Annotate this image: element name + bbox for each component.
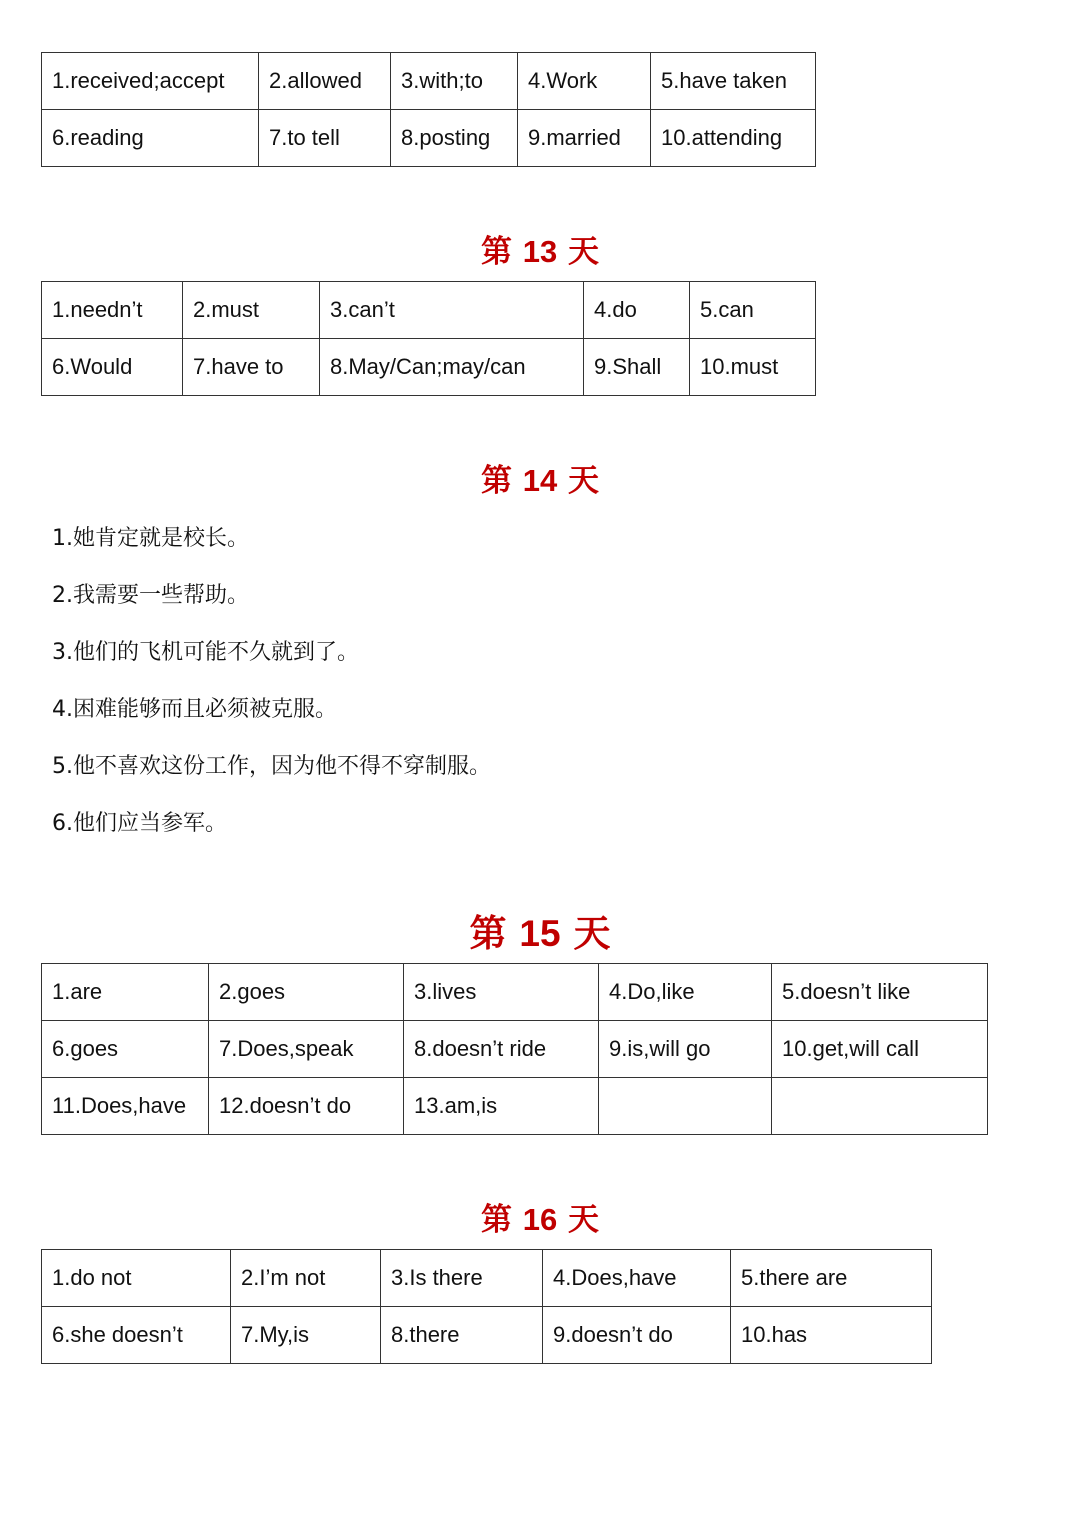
heading-prefix: 第 <box>469 912 507 955</box>
list-item: 2.我需要一些帮助。 <box>52 583 249 608</box>
answer-cell: 9.is,will go <box>599 1021 772 1078</box>
list-item: 1.她肯定就是校长。 <box>52 526 249 551</box>
heading-number: 13 <box>522 234 558 269</box>
answer-cell: 6.goes <box>42 1021 209 1078</box>
answer-cell: 10.get,will call <box>772 1021 988 1078</box>
table-row <box>42 1021 988 1078</box>
day13-answer-table <box>41 281 816 396</box>
answer-cell: 5.doesn’t like <box>772 964 988 1021</box>
day14-answer-list <box>52 510 491 852</box>
answer-cell: 2.allowed <box>259 53 391 110</box>
day16-heading <box>0 1200 1080 1240</box>
answer-cell: 6.reading <box>42 110 259 167</box>
answer-cell: 6.she doesn’t <box>42 1307 231 1364</box>
table-row <box>42 1078 988 1135</box>
list-item: 5.他不喜欢这份工作，因为他不得不穿制服。 <box>52 754 491 779</box>
answer-cell: 11.Does,have <box>42 1078 209 1135</box>
heading-number: 16 <box>522 1202 558 1237</box>
answer-cell: 1.are <box>42 964 209 1021</box>
answer-cell: 8.doesn’t ride <box>404 1021 599 1078</box>
answer-cell: 5.there are <box>731 1250 932 1307</box>
heading-prefix: 第 <box>480 463 512 499</box>
heading-suffix: 天 <box>573 912 611 955</box>
answer-cell: 1.received;accept <box>42 53 259 110</box>
table-row <box>42 1307 932 1364</box>
heading-number: 14 <box>522 463 558 498</box>
list-item: 3.他们的飞机可能不久就到了。 <box>52 640 359 665</box>
answer-cell <box>599 1078 772 1135</box>
answer-cell: 1.do not <box>42 1250 231 1307</box>
answer-cell: 7.My,is <box>231 1307 381 1364</box>
day15-heading <box>0 911 1080 957</box>
answer-cell: 5.can <box>690 282 816 339</box>
answer-cell: 3.Is there <box>381 1250 543 1307</box>
answer-cell: 4.Do,like <box>599 964 772 1021</box>
answer-cell: 8.May/Can;may/can <box>320 339 584 396</box>
table-row <box>42 339 816 396</box>
table-row <box>42 53 816 110</box>
heading-suffix: 天 <box>568 234 600 270</box>
answer-cell: 10.has <box>731 1307 932 1364</box>
heading-number: 15 <box>519 913 561 954</box>
answer-cell: 7.to tell <box>259 110 391 167</box>
answer-cell: 2.goes <box>209 964 404 1021</box>
answer-cell: 2.I’m not <box>231 1250 381 1307</box>
list-item: 6.他们应当参军。 <box>52 811 227 836</box>
heading-prefix: 第 <box>480 234 512 270</box>
answer-cell: 3.lives <box>404 964 599 1021</box>
answer-cell: 8.posting <box>391 110 518 167</box>
answer-cell: 4.Work <box>518 53 651 110</box>
day13-heading <box>0 232 1080 272</box>
answer-cell: 13.am,is <box>404 1078 599 1135</box>
heading-suffix: 天 <box>568 463 600 499</box>
table-row <box>42 964 988 1021</box>
day16-answer-table <box>41 1249 932 1364</box>
answer-cell: 2.must <box>183 282 320 339</box>
day15-answer-table <box>41 963 988 1135</box>
answer-cell: 5.have taken <box>651 53 816 110</box>
heading-prefix: 第 <box>480 1202 512 1238</box>
answer-cell: 9.doesn’t do <box>543 1307 731 1364</box>
table-row <box>42 110 816 167</box>
answer-cell: 9.Shall <box>584 339 690 396</box>
answer-cell: 9.married <box>518 110 651 167</box>
answer-cell: 7.Does,speak <box>209 1021 404 1078</box>
answer-cell <box>772 1078 988 1135</box>
table-row <box>42 1250 932 1307</box>
answer-cell: 7.have to <box>183 339 320 396</box>
list-item: 4.困难能够而且必须被克服。 <box>52 697 337 722</box>
answer-cell: 1.needn’t <box>42 282 183 339</box>
answer-cell: 4.Does,have <box>543 1250 731 1307</box>
answer-table-top <box>41 52 816 167</box>
answer-cell: 8.there <box>381 1307 543 1364</box>
heading-suffix: 天 <box>568 1202 600 1238</box>
answer-cell: 12.doesn’t do <box>209 1078 404 1135</box>
answer-cell: 6.Would <box>42 339 183 396</box>
day14-heading <box>0 461 1080 501</box>
answer-cell: 3.can’t <box>320 282 584 339</box>
answer-cell: 3.with;to <box>391 53 518 110</box>
table-row <box>42 282 816 339</box>
answer-cell: 10.must <box>690 339 816 396</box>
answer-cell: 10.attending <box>651 110 816 167</box>
answer-cell: 4.do <box>584 282 690 339</box>
